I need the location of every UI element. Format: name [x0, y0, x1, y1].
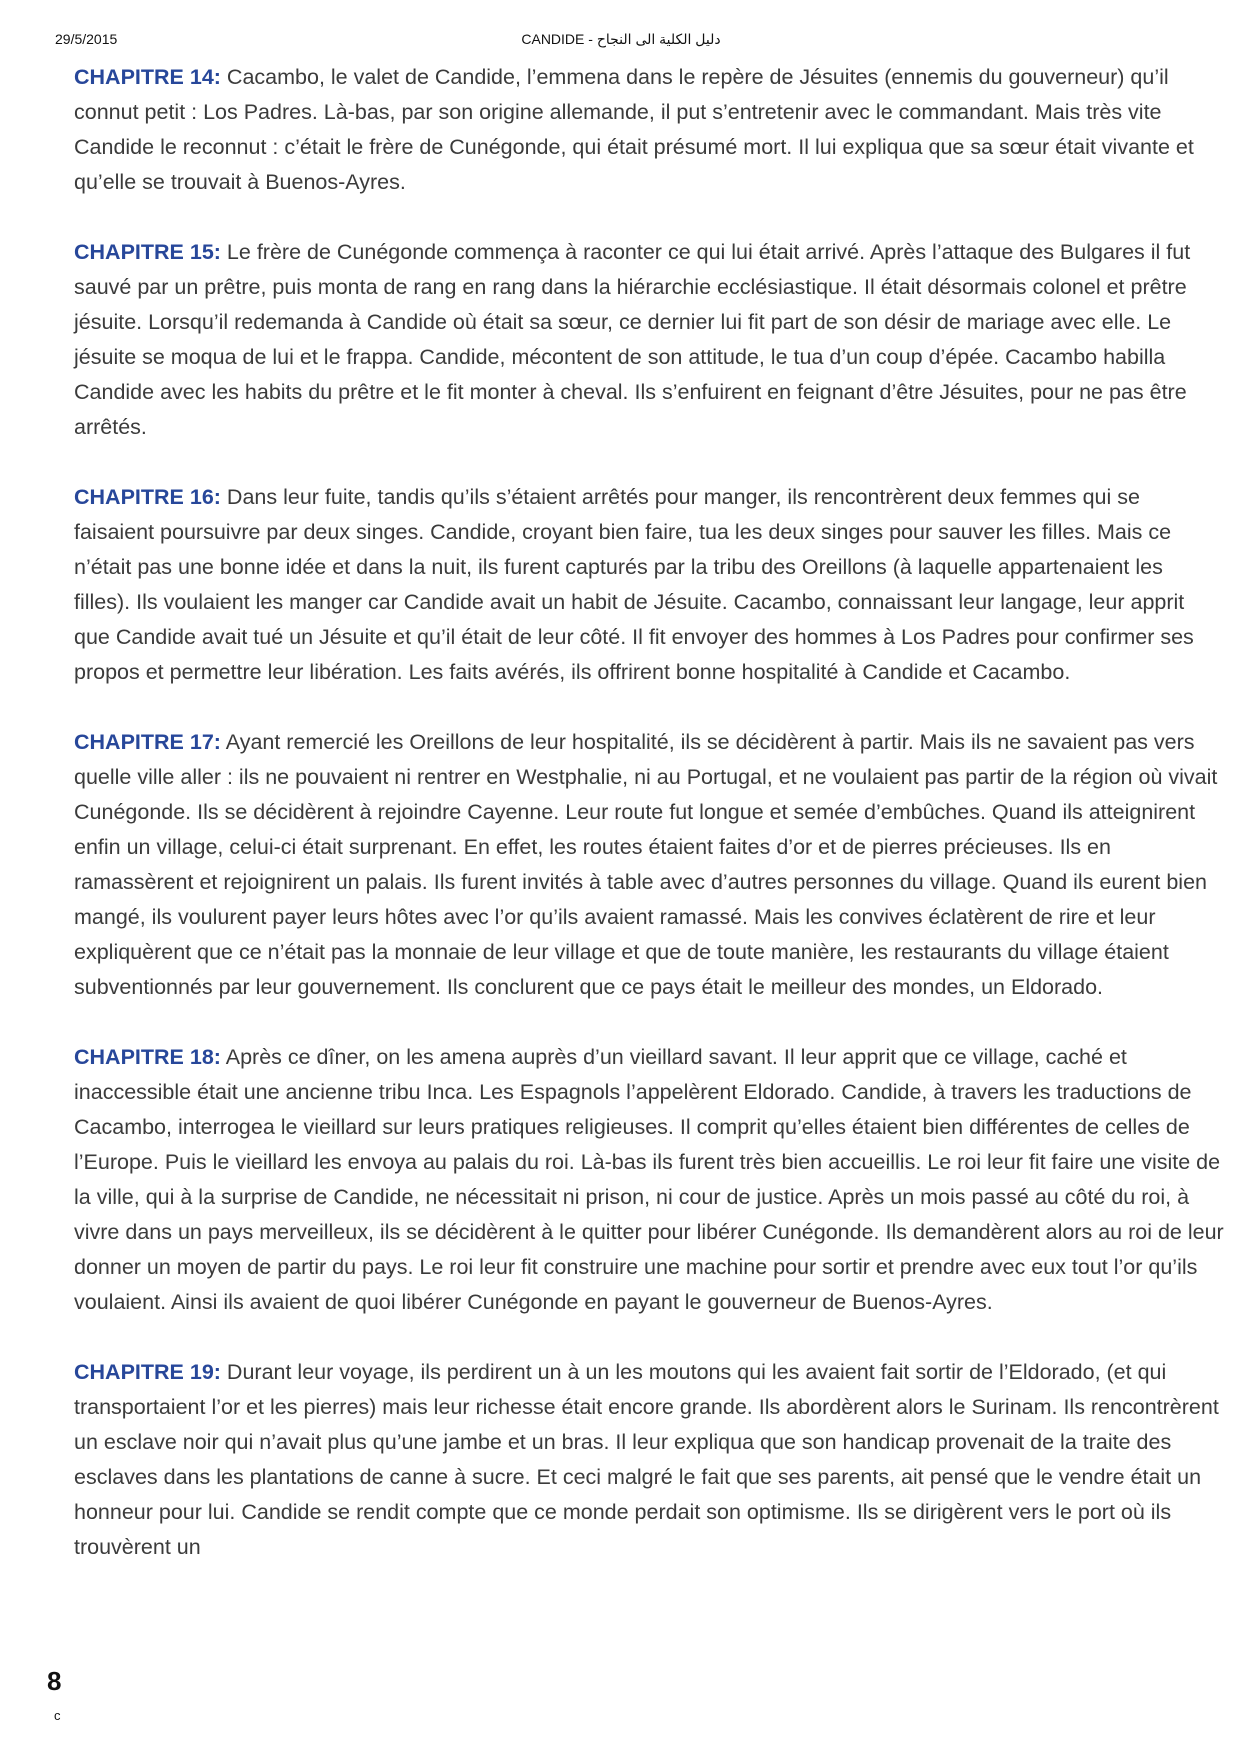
- document-body: [74, 60, 1224, 1600]
- chapter-19-label: CHAPITRE 19:: [74, 1360, 221, 1384]
- chapter-19: [74, 1355, 1224, 1565]
- chapter-15: [74, 235, 1224, 445]
- header-title: CANDIDE - دليل الكلية الى النجاح: [521, 31, 721, 47]
- header-date: 29/5/2015: [55, 31, 118, 47]
- chapter-15-text: Le frère de Cunégonde commença à raconter ce qui lui était arrivé. Après l’attaque des Bulgares il fut sauvé par un prêtre, puis monta de rang en rang dans la hiérarchie ecclésiastique. Il était désormais colonel et prêtre jésuite. Lorsqu’il redemanda à Candide où était sa sœur, ce dernier lui fit part de son désir de mariage avec elle. Le jésuite se moqua de lui et le frappa. Candide, mécontent de son attitude, le tua d’un coup d’épée. Cacambo habilla Candide avec les habits du prêtre et le fit monter à cheval. Ils s’enfuirent en feignant d’être Jésuites, pour ne pas être arrêtés.: [74, 240, 1191, 439]
- chapter-18: [74, 1040, 1224, 1320]
- page-number: 8: [47, 1666, 62, 1696]
- chapter-18-text: Après ce dîner, on les amena auprès d’un vieillard savant. Il leur apprit que ce village, caché et inaccessible était une ancienne tribu Inca. Les Espagnols l’appelèrent Eldorado. Candide, à travers les traductions de Cacambo, interrogea le vieillard sur leurs pratiques religieuses. Il comprit qu’elles étaient bien différentes de celles de l’Europe. Puis le vieillard les envoya au palais du roi. Là-bas ils furent très bien accueillis. Le roi leur fit faire une visite de la ville, qui à la surprise de Candide, ne nécessitait ni prison, ni cour de justice. Après un mois passé au côté du roi, à vivre dans un pays merveilleux, ils se décidèrent à le quitter pour libérer Cunégonde. Ils demandèrent alors au roi de leur donner un moyen de partir du pays. Le roi leur fit construire une machine pour sortir et prendre avec eux tout l’or qu’ils voulaient. Ainsi ils avaient de quoi libérer Cunégonde en payant le gouverneur de Buenos-Ayres.: [74, 1045, 1224, 1314]
- chapter-17-label: CHAPITRE 17:: [74, 730, 221, 754]
- chapter-16-label: CHAPITRE 16:: [74, 485, 221, 509]
- page-mark: c: [54, 1708, 61, 1723]
- chapter-18-label: CHAPITRE 18:: [74, 1045, 221, 1069]
- chapter-17: [74, 725, 1224, 1005]
- chapter-19-text: Durant leur voyage, ils perdirent un à un les moutons qui les avaient fait sortir de l’Eldorado, (et qui transportaient l’or et les pierres) mais leur richesse était encore grande. Ils abordèrent alors le Surinam. Ils rencontrèrent un esclave noir qui n’avait plus qu’une jambe et un bras. Il leur expliqua que son handicap provenait de la traite des esclaves dans les plantations de canne à sucre. Et ceci malgré le fait que ses parents, ait pensé que le vendre était un honneur pour lui. Candide se rendit compte que ce monde perdait son optimisme. Ils se dirigèrent vers le port où ils trouvèrent un: [74, 1360, 1219, 1559]
- chapter-15-label: CHAPITRE 15:: [74, 240, 221, 264]
- chapter-14-text: Cacambo, le valet de Candide, l’emmena dans le repère de Jésuites (ennemis du gouverneur) qu’il connut petit : Los Padres. Là-bas, par son origine allemande, il put s’entretenir avec le commandant. Mais très vite Candide le reconnut : c’était le frère de Cunégonde, qui était présumé mort. Il lui expliqua que sa sœur était vivante et qu’elle se trouvait à Buenos-Ayres.: [74, 65, 1194, 194]
- chapter-16: [74, 480, 1224, 690]
- chapter-14-label: CHAPITRE 14:: [74, 65, 221, 89]
- chapter-16-text: Dans leur fuite, tandis qu’ils s’étaient arrêtés pour manger, ils rencontrèrent deux femmes qui se faisaient poursuivre par deux singes. Candide, croyant bien faire, tua les deux singes pour sauver les filles. Mais ce n’était pas une bonne idée et dans la nuit, ils furent capturés par la tribu des Oreillons (à laquelle appartenaient les filles). Ils voulaient les manger car Candide avait un habit de Jésuite. Cacambo, connaissant leur langage, leur apprit que Candide avait tué un Jésuite et qu’il était de leur côté. Il fit envoyer des hommes à Los Padres pour confirmer ses propos et permettre leur libération. Les faits avérés, ils offrirent bonne hospitalité à Candide et Cacambo.: [74, 485, 1194, 684]
- chapter-14: [74, 60, 1224, 200]
- chapter-17-text: Ayant remercié les Oreillons de leur hospitalité, ils se décidèrent à partir. Mais ils ne savaient pas vers quelle ville aller : ils ne pouvaient ni rentrer en Westphalie, ni au Portugal, et ne voulaient pas partir de la région où vivait Cunégonde. Ils se décidèrent à rejoindre Cayenne. Leur route fut longue et semée d’embûches. Quand ils atteignirent enfin un village, celui-ci était surprenant. En effet, les routes étaient faites d’or et de pierres précieuses. Ils en ramassèrent et rejoignirent un palais. Ils furent invités à table avec d’autres personnes du village. Quand ils eurent bien mangé, ils voulurent payer leurs hôtes avec l’or qu’ils avaient ramassé. Mais les convives éclatèrent de rire et leur expliquèrent que ce n’était pas la monnaie de leur village et que de toute manière, les restaurants du village étaient subventionnés par leur gouvernement. Ils conclurent que ce pays était le meilleur des mondes, un Eldorado.: [74, 730, 1218, 999]
